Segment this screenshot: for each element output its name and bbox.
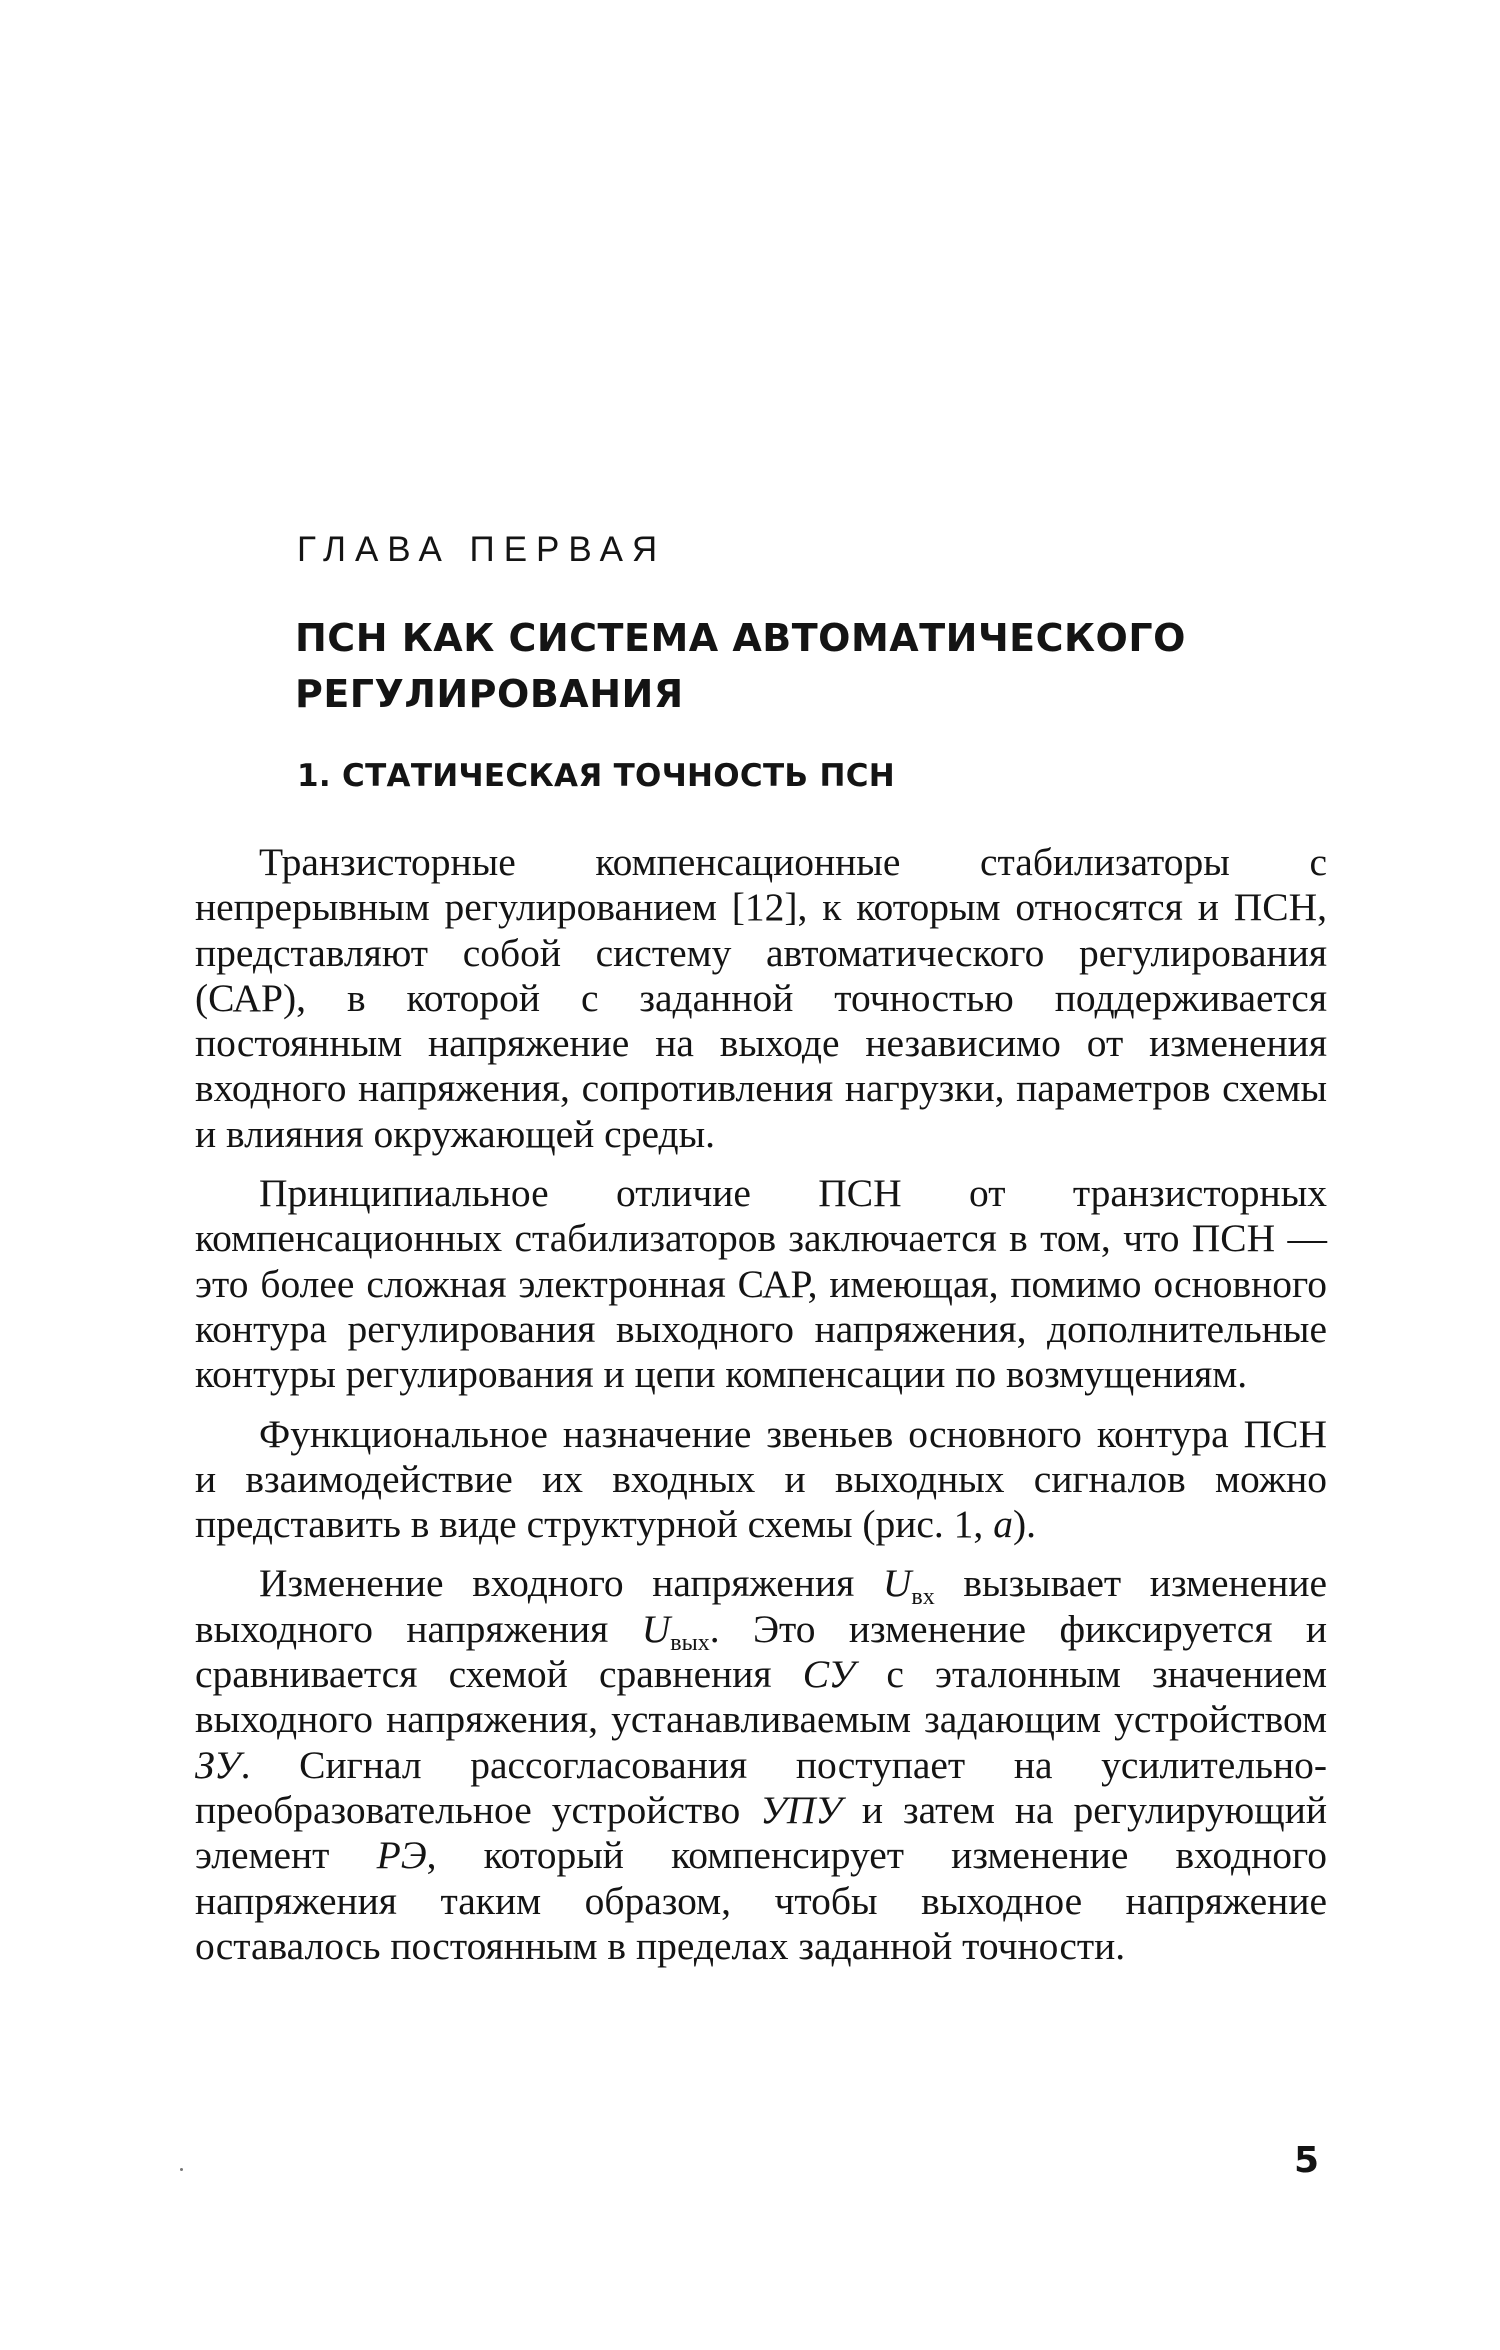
- section-title: 1. СТАТИЧЕСКАЯ ТОЧНОСТЬ ПСН: [297, 758, 895, 794]
- paragraph-2: Принципиальное отличие ПСН от транзисторных компенсационных стабилизаторов заключается в том, что ПСН — это более сложная электронная САР, имеющая, помимо основного контура регулирования выходного напряжения, дополнительные контуры регулирования и цепи компенсации по возмущениям.: [195, 1171, 1327, 1397]
- u-symbol: U: [641, 1606, 671, 1651]
- chapter-label: ГЛАВА ПЕРВАЯ: [297, 530, 667, 569]
- u-out-subscript: вых: [670, 1629, 710, 1656]
- page-number: 5: [1294, 2140, 1320, 2181]
- paragraph-4: [195, 1561, 1327, 1969]
- abbr-upu: УПУ: [760, 1787, 842, 1832]
- p4-text-f: и затем на регулирующий элемент: [195, 1787, 1328, 1878]
- p3-text-b: ).: [1012, 1502, 1036, 1547]
- p3-text-a: Функциональное назначение звеньев основного контура ПСН и взаимодействие их входных и выходных сигналов можно представить в виде структурной схемы (рис. 1,: [195, 1411, 1327, 1547]
- u-in-subscript: вх: [911, 1584, 935, 1611]
- paragraph-3: [195, 1412, 1327, 1548]
- paragraph-1: Транзисторные компенсационные стабилизаторы с непрерывным регулированием [12], к которым относятся и ПСН, представляют собой систему автоматического регулирования (САР), в которой с заданной точностью поддерживается постоянным напряжение на выходе независимо от изменения входного напряжения, сопротивления нагрузки, параметров схемы и влияния окружающей среды.: [195, 840, 1327, 1156]
- u-symbol: U: [882, 1561, 912, 1606]
- p4-text-d: с эталонным значением выходного напряжения, устанавливаемым задающим устройством: [195, 1652, 1327, 1742]
- chapter-title: ПСН КАК СИСТЕМА АВТОМАТИЧЕСКОГО РЕГУЛИРОВАНИЯ: [295, 616, 1186, 716]
- abbr-re: РЭ: [376, 1833, 427, 1878]
- abbr-zu: ЗУ: [195, 1742, 241, 1787]
- p4-text-b: вызывает изменение выходного напряжения: [195, 1561, 1328, 1651]
- p4-text-a: Изменение входного напряжения: [259, 1561, 883, 1606]
- body-text: [195, 840, 1327, 1983]
- p4-text-e: . Сигнал рассогласования поступает на усилительно-преобразовательное устройство: [195, 1742, 1327, 1832]
- scan-speck: [180, 2168, 183, 2171]
- p4-text-c: . Это изменение фиксируется и сравнивается схемой сравнения: [195, 1606, 1327, 1697]
- abbr-su: СУ: [802, 1652, 856, 1697]
- figure-ref-letter: а: [993, 1502, 1013, 1547]
- p4-text-g: , который компенсирует изменение входного напряжения таким образом, чтобы выходное напряжение оставалось постоянным в пределах заданной точности.: [195, 1833, 1327, 1968]
